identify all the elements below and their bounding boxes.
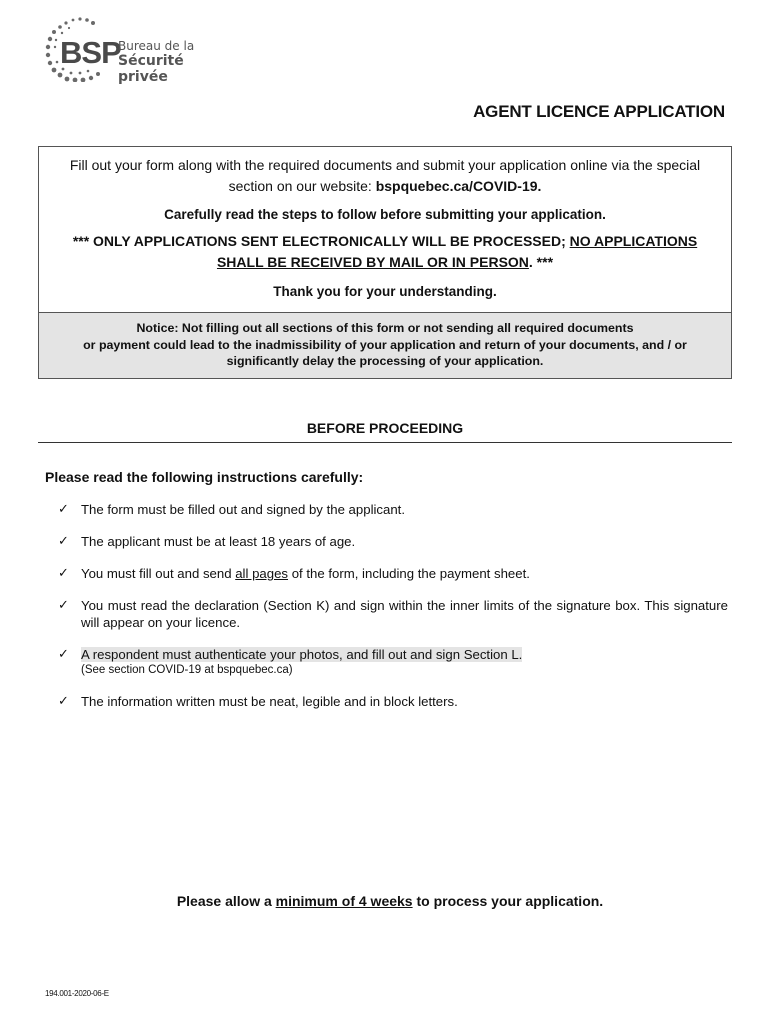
list-item [58,565,728,582]
minimum-weeks-emphasis: minimum of 4 weeks [275,893,413,909]
notice-line-3: significantly delay the processing of your application. [226,354,544,368]
website-link[interactable]: bspquebec.ca/COVID-19. [375,178,542,194]
checkmark-icon: ✓ [58,566,69,581]
submission-info-box [38,146,732,379]
instructions-heading: Please read the following instructions carefully: [45,469,364,485]
instruction-text: The applicant must be at least 18 years of age. [81,534,356,549]
careful-notice: Carefully read the steps to follow before submitting your application. [164,207,606,222]
no-mail-notice: NO APPLICATIONS SHALL BE RECEIVED BY MAIL OR IN PERSON [216,233,698,270]
list-item [58,533,728,550]
inadmissibility-notice [39,312,731,378]
allow-after: to process your application. [416,893,604,909]
allow-before: Please allow a [176,893,272,909]
processing-time-notice [0,893,770,909]
list-item [58,501,728,518]
electronic-only-suffix: . *** [528,254,554,270]
bsp-logo [44,16,224,85]
highlighted-instruction: A respondent must authenticate your photos, and fill out and sign Section L. [81,647,523,662]
electronic-only-notice [59,231,711,273]
list-item [58,693,728,710]
checkmark-icon: ✓ [58,502,69,517]
thanks-text: Thank you for your understanding. [273,284,497,299]
page-title: AGENT LICENCE APPLICATION [473,102,725,121]
section-heading: BEFORE PROCEEDING [38,420,732,443]
list-item [58,646,728,678]
intro-text: Fill out your form along with the required documents and submit your application online via the special section on our website: [69,157,701,194]
list-item [58,597,728,631]
checkmark-icon: ✓ [58,647,69,662]
instruction-text: of the form, including the payment sheet. [291,566,530,581]
instruction-text: The form must be filled out and signed by the applicant. [81,502,406,517]
checkmark-icon: ✓ [58,598,69,613]
logo-line-2: Sécurité privée [118,53,184,85]
instruction-text: You must fill out and send [81,566,232,581]
notice-line-1: Notice: Not filling out all sections of this form or not sending all required documents [136,321,634,335]
checkmark-icon: ✓ [58,534,69,549]
logo-mark: BSP [60,35,121,70]
submission-info-body [39,147,731,312]
notice-line-2: or payment could lead to the inadmissibility of your application and return of your documents, and / or [83,337,687,352]
all-pages-emphasis: all pages [235,566,289,581]
intro-paragraph [59,155,711,197]
logo-line-1: Bureau de la [118,39,195,53]
instructions-list [58,501,728,725]
instruction-subnote: (See section COVID-19 at bspquebec.ca) [81,664,293,676]
electronic-only-prefix: *** ONLY APPLICATIONS SENT ELECTRONICALLY WILL BE PROCESSED; [72,233,566,249]
checkmark-icon: ✓ [58,694,69,709]
instruction-text: The information written must be neat, legible and in block letters. [81,694,458,709]
form-code: 194.001-2020-06-E [45,989,109,998]
instruction-text: You must read the declaration (Section K) and sign within the inner limits of the signature box. This signature will appear on your licence. [81,598,728,630]
